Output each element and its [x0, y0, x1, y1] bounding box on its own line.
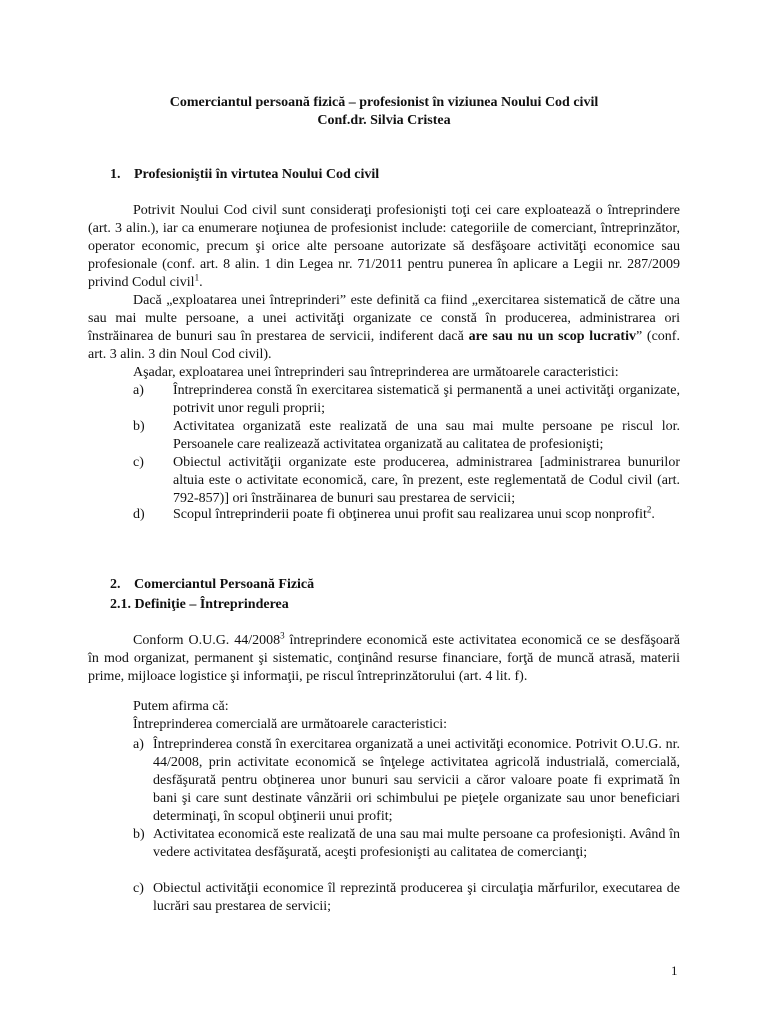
- list-marker: d): [133, 507, 145, 522]
- list-text: Întreprinderea constă în exercitarea organizată a unei activităţi economice. Potrivit O.U.G. nr. 44/2008, prin activitate economică se înţelege activitatea agricolă industrială, comercială, desfăşurată pentru obţinerea unor bunuri sau servicii a căror valoare poate fi exprimată în bani şi care sunt destinate vânzării ori schimbului pe pieţele organizate sau unor beneficiari determinaţi, în scopul obţinerii unui profit;: [153, 737, 680, 824]
- list-marker: b): [133, 827, 145, 842]
- document-author: Conf.dr. Silvia Cristea: [317, 113, 451, 128]
- bold-phrase: are sau nu un scop lucrativ: [468, 329, 636, 344]
- section-2-paragraph-3: Întreprinderea comercială are următoarele caracteristici:: [133, 717, 448, 732]
- section-1-heading: [110, 166, 379, 184]
- section-2-title: Comerciantul Persoană Fizică: [134, 577, 315, 592]
- section-1-paragraph-2: Dacă „exploatarea unei întreprinderi” este definită ca fiind „exercitarea sistematică de către una sau mai multe persoane, a unei activităţi organizate ce constă în producerea, administrarea ori înstrăinarea de bunuri sau în prestarea de servicii, indiferent dacă are sau nu un scop lucrativ” (conf. art. 3 alin. 3 din Noul Cod civil).: [88, 293, 680, 362]
- section-2-paragraph-1: Conform O.U.G. 44/2008$^3$ întreprindere economică este activitatea economică ce se desfăşoară în mod organizat, permanent şi sistematic, conţinând resurse financiare, forţă de muncă atrasă, materii prime, mijloace logistice şi informaţii, pe riscul întreprinzătorului (art. 4 lit. f).: [88, 630, 681, 684]
- list-text: Obiectul activităţii economice îl reprezintă producerea şi circulaţia mărfurilor, executarea de lucrări sau prestarea de servicii;: [153, 881, 680, 914]
- section-1-paragraph-1: Potrivit Noului Cod civil sunt consideraţi profesionişti toţi cei care exploatează o întreprindere (art. 3 alin.), iar ca enumerare noţiunea de profesionist include: categoriile de comerciant, întreprinzător, operator economic, precum şi orice alte persoane autorizate să desfăşoare activităţi economice sau profesionale (conf. art. 8 alin. 1 din Legea nr. 71/2011 pentru punerea în aplicare a Legii nr. 287/2009 privind Codul civil$^1$.: [88, 203, 680, 290]
- list-text: Scopul întreprinderii poate fi obţinerea unui profit sau realizarea unui scop nonprofit$^2$.: [173, 504, 655, 522]
- list-marker: c): [133, 455, 144, 470]
- footnote-ref-1: 1: [194, 272, 200, 283]
- footnote-ref-3: 3: [280, 630, 285, 641]
- section-2-paragraph-2: Putem afirma că:: [133, 699, 229, 714]
- section-1-title: Profesioniştii în virtutea Noului Cod civil: [134, 167, 380, 182]
- section-2-heading: [110, 576, 314, 594]
- section-1-paragraph-3: Aşadar, exploatarea unei întreprinderi sau întreprinderea are următoarele caracteristici:: [133, 365, 619, 380]
- list-marker: b): [133, 419, 145, 434]
- list-marker: a): [133, 383, 144, 398]
- list-text: Întreprinderea constă în exercitarea sistematică şi permanentă a unei activităţi organizate, potrivit unor reguli proprii;: [173, 383, 680, 416]
- list-marker: c): [133, 881, 144, 896]
- footnote-ref-2: 2: [646, 504, 652, 515]
- page-number: 1: [671, 963, 678, 978]
- list-text: Activitatea economică este realizată de una sau mai multe persoane ca profesionişti. Având în vedere activitatea desfăşurată, aceşti profesionişti au calitatea de comercianţi;: [153, 827, 680, 860]
- list-text: Obiectul activităţii organizate este producerea, administrarea [administrarea bunurilor altuia este o activitate economică, care, în prezent, este reglementată de Codul civil (art. 792-857)] ori înstrăinarea de bunuri sau prestarea de servicii;: [173, 455, 680, 506]
- document-title: Comerciantul persoană fizică – profesionist în viziunea Noului Cod civil: [169, 95, 599, 110]
- section-2-number: 2.: [110, 577, 121, 592]
- list-marker: a): [133, 737, 144, 752]
- section-2-1-heading: 2.1. Definiţie – Întreprinderea: [110, 597, 289, 612]
- section-1-number: 1.: [110, 167, 121, 182]
- list-text: Activitatea organizată este realizată de una sau mai multe persoane pe riscul lor. Persoanele care realizează activitatea organizată au calitatea de profesionişti;: [173, 419, 680, 452]
